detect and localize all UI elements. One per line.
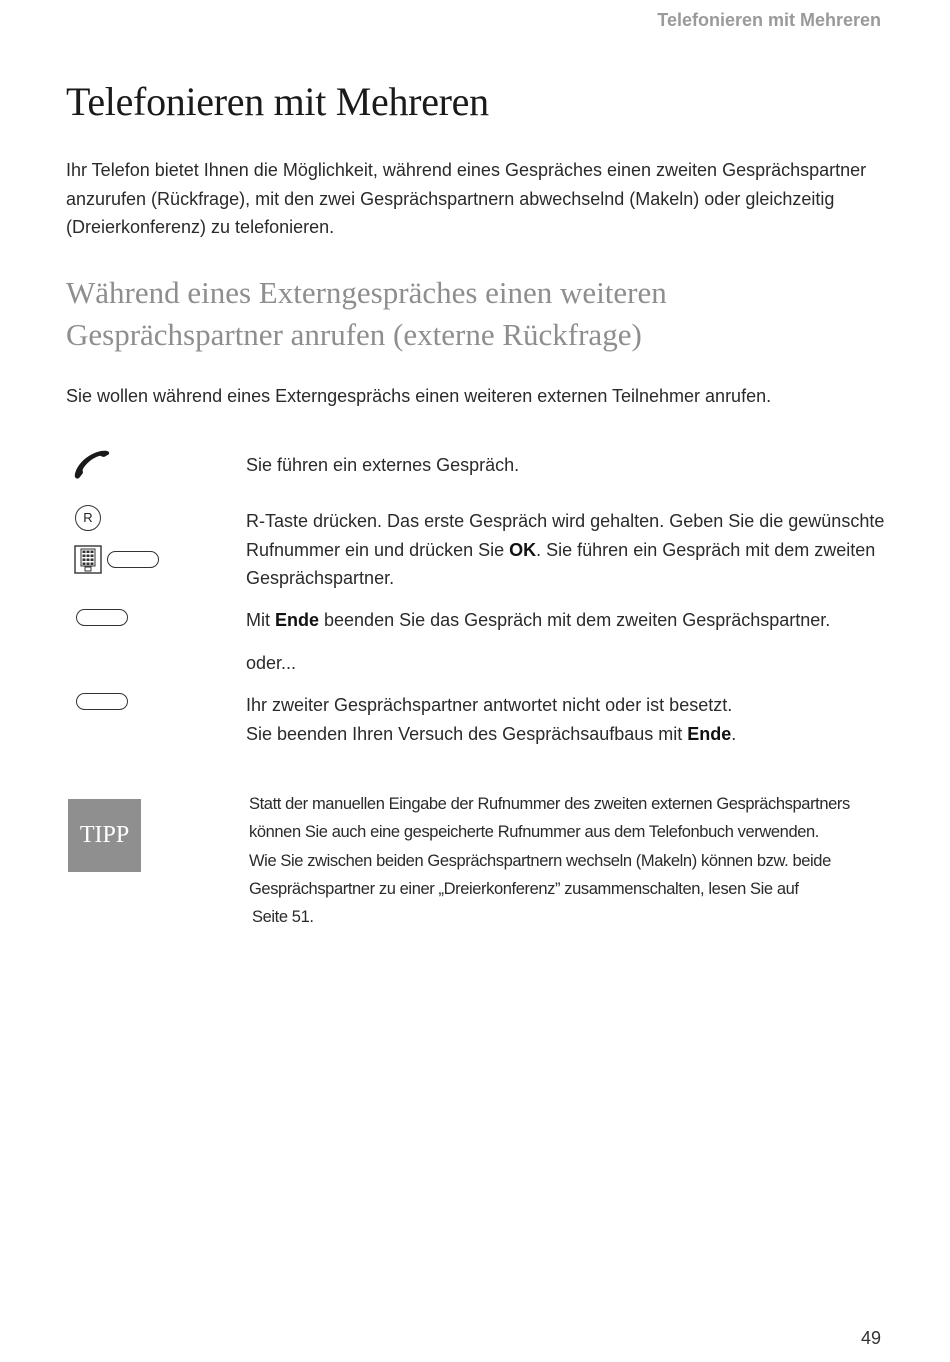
ende-key-label-2: Ende [687, 723, 732, 744]
or-text: oder... [246, 653, 297, 673]
keypad-icon [74, 545, 102, 575]
page-title: Telefonieren mit Mehreren [66, 79, 489, 124]
section-heading-line-2: Gesprächspartner anrufen (externe Rückfrage) [66, 317, 642, 352]
ok-key-label: OK [509, 539, 537, 560]
ende-softkey-icon [76, 609, 128, 626]
step-4-text-a: Sie beenden Ihren Versuch des Gesprächsaufbaus mit [246, 723, 688, 744]
section-lead: Sie wollen während eines Externgesprächs einen weiteren externen Teilnehmer anrufen. [66, 386, 772, 406]
section-heading-line-1: Während eines Externgespräches einen weiteren [66, 275, 667, 310]
step-2-text-a: R-Taste drücken. Das erste Gespräch wird gehalten. Geben Sie die gewünschte Rufnummer ein und drücken Sie [246, 511, 885, 560]
step-2-text [246, 507, 886, 593]
tipp-line-5: Seite 51. [252, 908, 314, 927]
page-number: 49 [860, 1328, 881, 1348]
step-3-text-a: Mit [246, 610, 275, 630]
step-4-line-1: Ihr zweiter Gesprächspartner antwortet nicht oder ist besetzt. [246, 695, 733, 715]
handset-icon [72, 448, 112, 480]
section-heading [66, 272, 886, 356]
step-2-text-b: . Sie führen ein Gespräch mit dem zweiten Gesprächspartner. [246, 539, 876, 588]
ende-key-label: Ende [275, 610, 320, 630]
tipp-text [249, 790, 889, 931]
ende-softkey-icon-2 [76, 693, 128, 710]
step-4-text [246, 691, 886, 748]
step-3-text-b: beenden Sie das Gespräch mit dem zweiten Gesprächspartner. [319, 610, 831, 630]
step-4-text-b: . [731, 723, 737, 744]
tipp-line-3: Wie Sie zwischen beiden Gesprächspartnern wechseln (Makeln) können bzw. beide [249, 851, 831, 870]
r-key-icon: R [75, 505, 101, 531]
running-header: Telefonieren mit Mehreren [657, 10, 881, 30]
intro-paragraph: Ihr Telefon bietet Ihnen die Möglichkeit, während eines Gespräches einen zweiten Gesprächspartner anzurufen (Rückfrage), mit den zwei Gesprächspartnern abwechselnd (Makeln) oder gleichzeitig (Dreierkonferenz) zu telefonieren. [66, 160, 867, 237]
tipp-line-2: können Sie auch eine gespeicherte Rufnummer aus dem Telefonbuch verwenden. [249, 823, 819, 842]
tipp-badge: TIPP [68, 799, 141, 872]
step-1-text: Sie führen ein externes Gespräch. [246, 455, 520, 475]
ok-softkey-icon [107, 551, 159, 568]
tipp-line-1: Statt der manuellen Eingabe der Rufnummer des zweiten externen Gesprächspartners [249, 795, 850, 813]
tipp-line-4: Gesprächspartner zu einer „Dreierkonferenz” zusammenschalten, lesen Sie auf [249, 879, 799, 898]
step-3-text [246, 606, 886, 635]
